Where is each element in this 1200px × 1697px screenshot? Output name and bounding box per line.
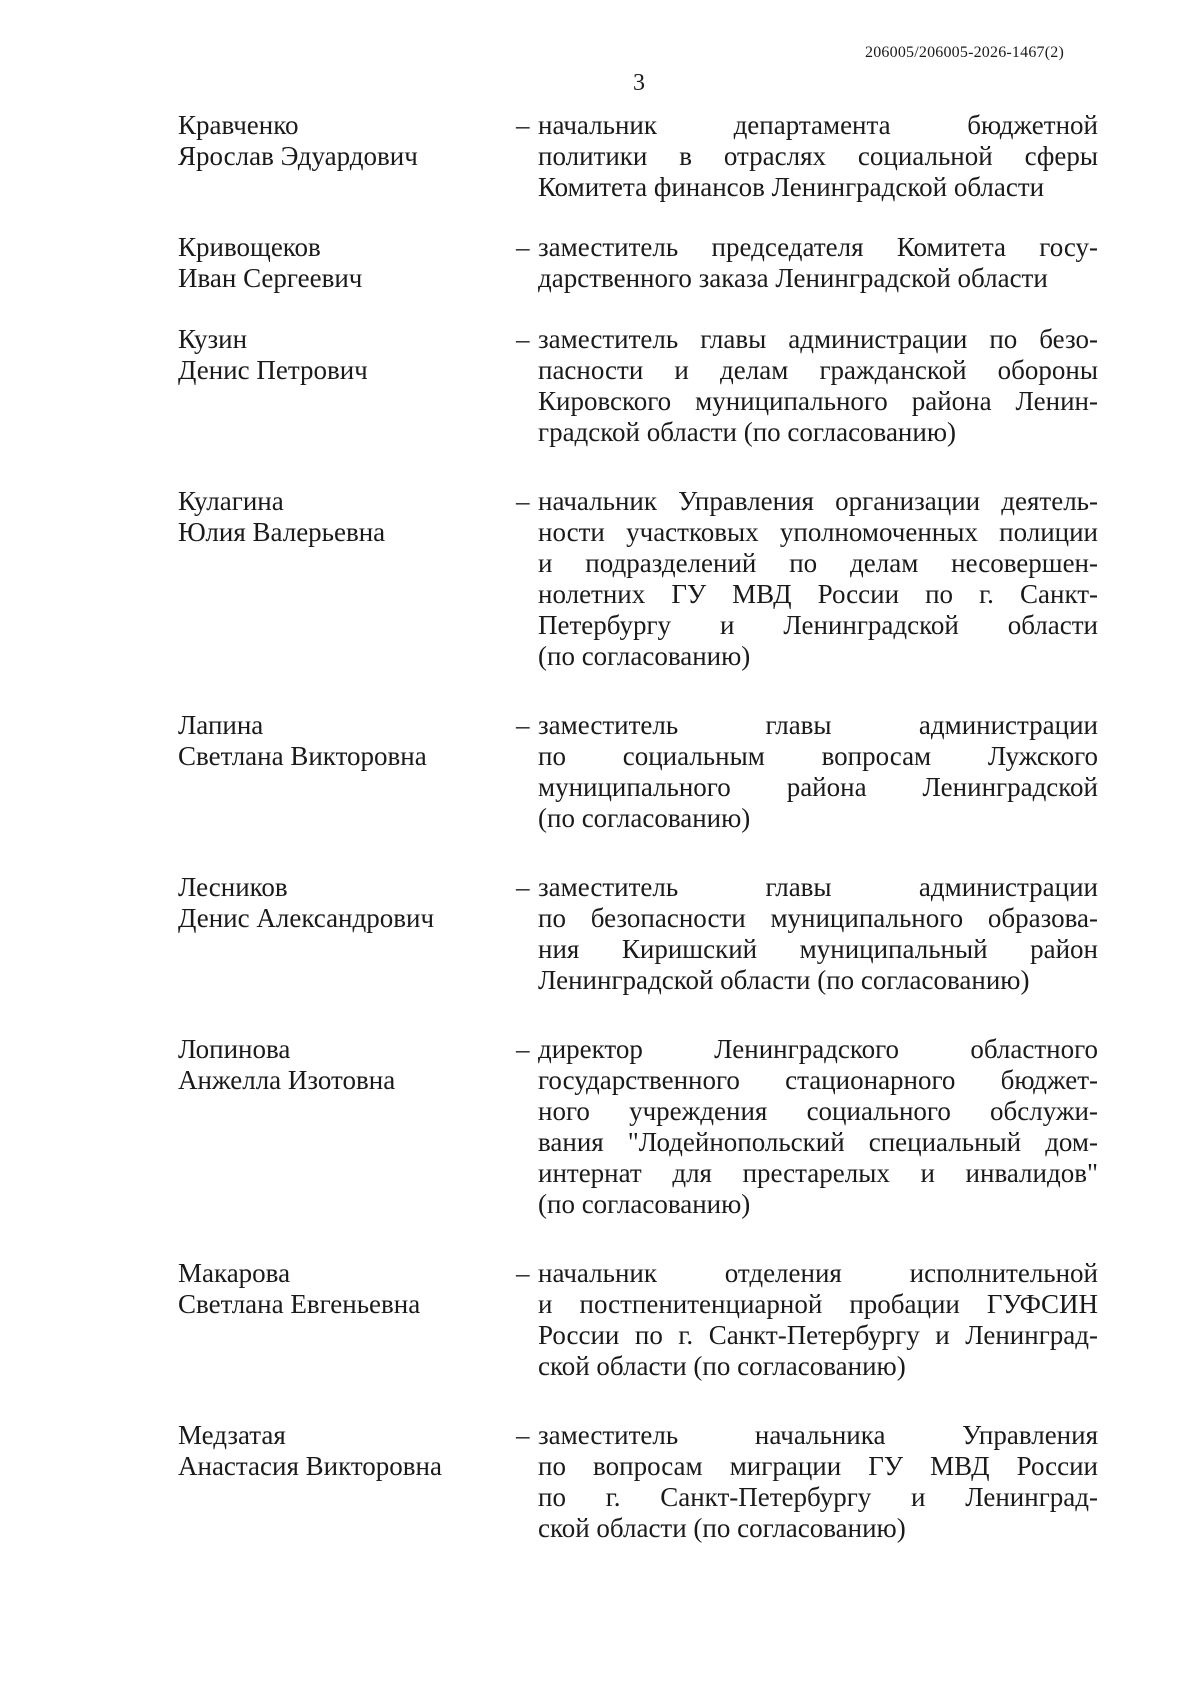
member-position — [538, 1258, 1098, 1382]
position-line: директор Ленинградского областного — [538, 1034, 1098, 1064]
member-surname: Медзатая — [178, 1420, 286, 1450]
position-line: по вопросам миграции ГУ МВД России — [538, 1451, 1098, 1481]
position-line: ности участковых уполномоченных полиции — [538, 517, 1098, 547]
member-given-name: Денис Александрович — [178, 903, 435, 933]
member-roster — [178, 110, 1100, 1544]
page-number: 3 — [633, 70, 645, 96]
dash: – — [516, 110, 530, 140]
position-line: нолетних ГУ МВД России по г. Санкт- — [538, 579, 1098, 609]
member-given-name: Иван Сергеевич — [178, 263, 363, 293]
doc-id: 206005/206005-2026-1467(2) — [865, 44, 1064, 61]
position-line: муниципального района Ленинградской — [538, 772, 1098, 802]
position-line: Комитета финансов Ленинградской области — [538, 172, 1045, 202]
position-line: (по согласованию) — [538, 1189, 751, 1219]
position-line: заместитель председателя Комитета госу- — [538, 232, 1098, 262]
member-entry — [178, 232, 1100, 294]
position-line: по г. Санкт-Петербургу и Ленинград- — [538, 1482, 1098, 1512]
position-line: градской области (по согласованию) — [538, 417, 956, 447]
member-entry — [178, 710, 1100, 834]
member-position — [538, 486, 1098, 672]
position-line: ской области (по согласованию) — [538, 1513, 906, 1543]
member-given-name: Денис Петрович — [178, 355, 368, 385]
position-line: по социальным вопросам Лужского — [538, 741, 1098, 771]
position-line: Петербургу и Ленинградской области — [538, 610, 1098, 640]
position-line: заместитель начальника Управления — [538, 1420, 1098, 1450]
position-line: и подразделений по делам несовершен- — [538, 548, 1098, 578]
position-line: заместитель главы администрации — [538, 710, 1098, 740]
member-name — [178, 872, 516, 934]
dash: – — [516, 1258, 530, 1288]
position-line: (по согласованию) — [538, 803, 751, 833]
dash: – — [516, 1420, 530, 1450]
member-surname: Кравченко — [178, 110, 299, 140]
member-name — [178, 1420, 516, 1482]
member-name — [178, 324, 516, 386]
member-given-name: Анастасия Викторовна — [178, 1451, 442, 1481]
member-entry — [178, 1034, 1100, 1220]
member-given-name: Юлия Валерьевна — [178, 517, 386, 547]
position-line: заместитель главы администрации — [538, 872, 1098, 902]
position-line: государственного стационарного бюджет- — [538, 1065, 1098, 1095]
position-line: по безопасности муниципального образова- — [538, 903, 1098, 933]
member-position — [538, 110, 1098, 203]
member-surname: Лесников — [178, 872, 288, 902]
position-line: ного учреждения социального обслужи- — [538, 1096, 1098, 1126]
position-line: вания "Лодейнопольский специальный дом- — [538, 1127, 1098, 1157]
member-name — [178, 710, 516, 772]
member-position — [538, 232, 1098, 294]
position-line: пасности и делам гражданской обороны — [538, 355, 1098, 385]
member-position — [538, 324, 1098, 448]
member-surname: Макарова — [178, 1258, 291, 1288]
member-position — [538, 1034, 1098, 1220]
dash: – — [516, 324, 530, 354]
member-name — [178, 232, 516, 294]
dash: – — [516, 232, 530, 262]
member-position — [538, 1420, 1098, 1544]
dash: – — [516, 710, 530, 740]
member-given-name: Светлана Викторовна — [178, 741, 427, 771]
member-given-name: Светлана Евгеньевна — [178, 1289, 421, 1319]
member-surname: Кривощеков — [178, 232, 321, 262]
position-line: начальник Управления организации деятель- — [538, 486, 1098, 516]
position-line: Кировского муниципального района Ленин- — [538, 386, 1098, 416]
member-surname: Лопинова — [178, 1034, 291, 1064]
member-surname: Лапина — [178, 710, 264, 740]
position-line: заместитель главы администрации по безо- — [538, 324, 1098, 354]
member-name — [178, 110, 516, 172]
dash: – — [516, 872, 530, 902]
member-position — [538, 872, 1098, 996]
dash: – — [516, 1034, 530, 1064]
member-entry — [178, 486, 1100, 672]
position-line: начальник департамента бюджетной — [538, 110, 1098, 140]
position-line: Ленинградской области (по согласованию) — [538, 965, 1030, 995]
position-line: и постпенитенциарной пробации ГУФСИН — [538, 1289, 1098, 1319]
member-given-name: Анжелла Изотовна — [178, 1065, 396, 1095]
member-entry — [178, 110, 1100, 203]
position-line: ния Киришский муниципальный район — [538, 934, 1098, 964]
position-line: интернат для престарелых и инвалидов" — [538, 1158, 1098, 1188]
member-entry — [178, 872, 1100, 996]
member-entry — [178, 1258, 1100, 1382]
member-name — [178, 1258, 516, 1320]
member-entry — [178, 1420, 1100, 1544]
member-surname: Кулагина — [178, 486, 284, 516]
member-given-name: Ярослав Эдуардович — [178, 141, 418, 171]
position-line: дарственного заказа Ленинградской области — [538, 263, 1048, 293]
dash: – — [516, 486, 530, 516]
member-entry — [178, 324, 1100, 448]
position-line: ской области (по согласованию) — [538, 1351, 906, 1381]
position-line: начальник отделения исполнительной — [538, 1258, 1098, 1288]
position-line: (по согласованию) — [538, 641, 751, 671]
member-name — [178, 1034, 516, 1096]
member-name — [178, 486, 516, 548]
member-position — [538, 710, 1098, 834]
position-line: политики в отраслях социальной сферы — [538, 141, 1098, 171]
member-surname: Кузин — [178, 324, 248, 354]
position-line: России по г. Санкт-Петербургу и Ленинград- — [538, 1320, 1098, 1350]
